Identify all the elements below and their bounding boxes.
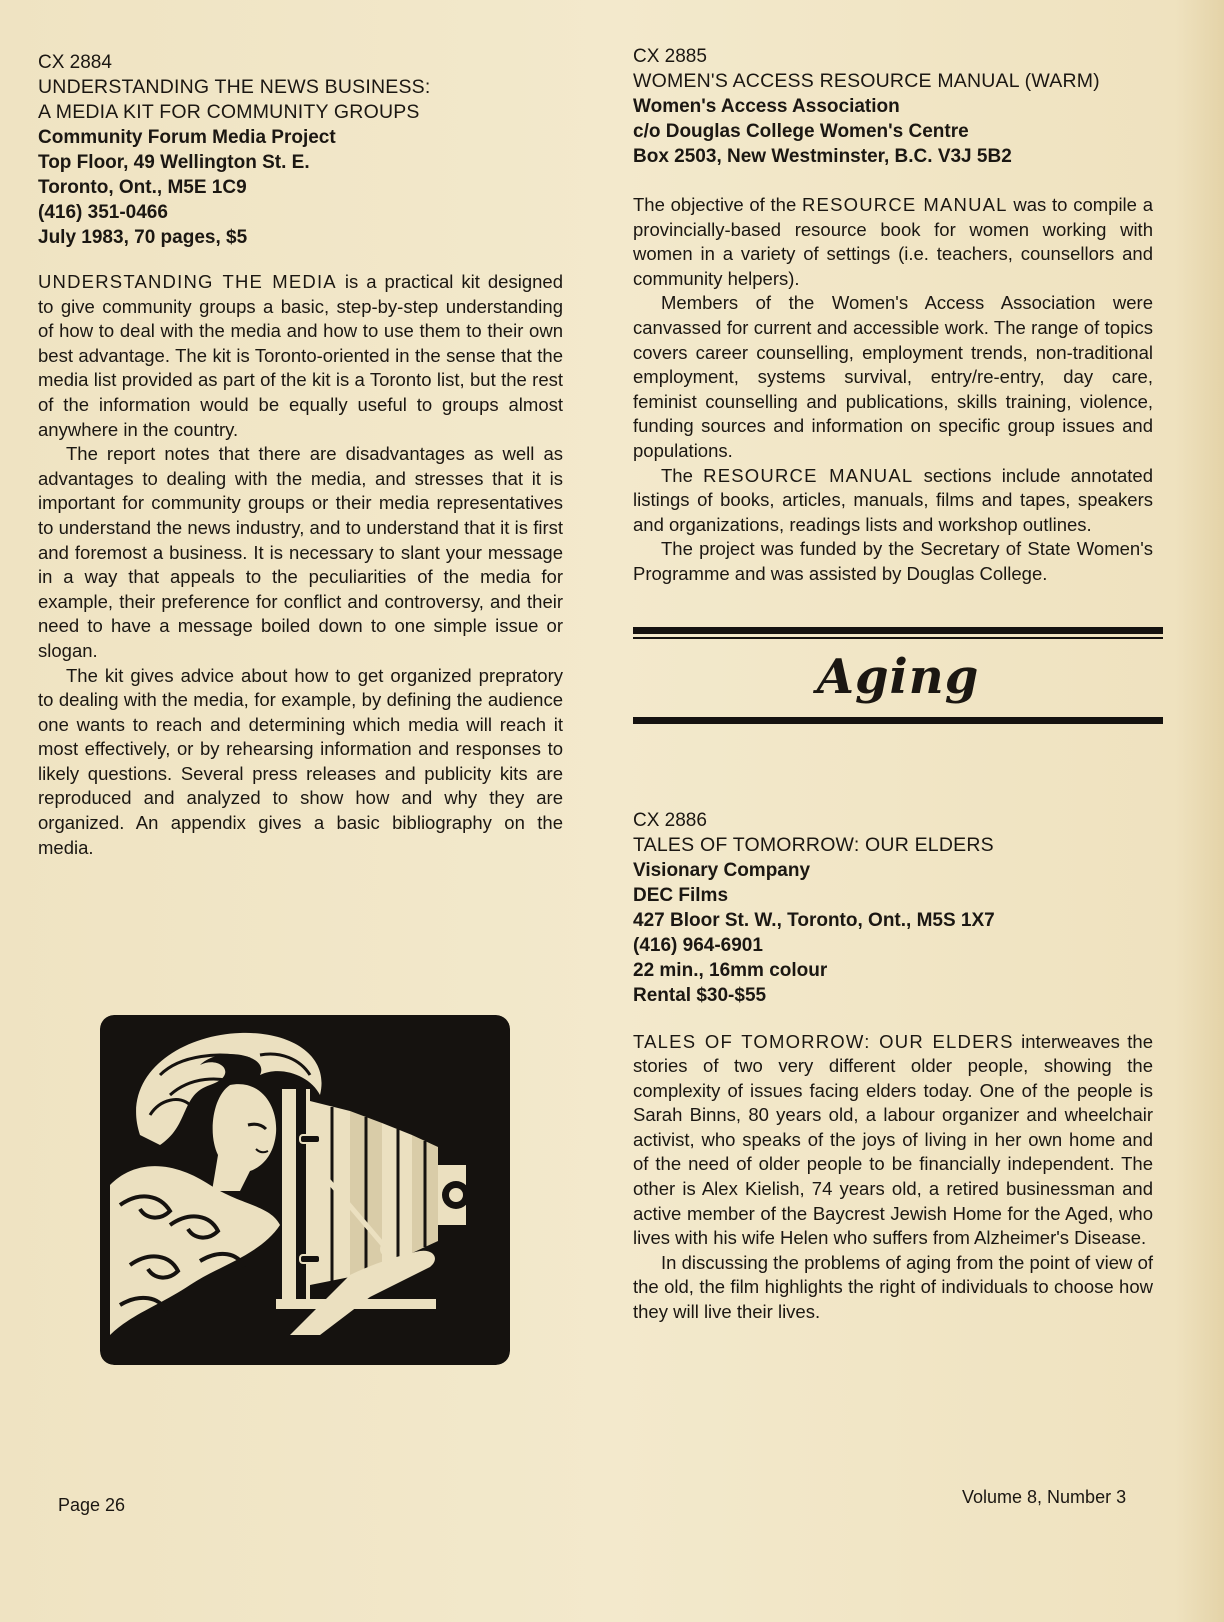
paragraph-text: The objective of the bbox=[633, 194, 802, 215]
divider-rule bbox=[633, 717, 1163, 724]
divider-rule bbox=[633, 627, 1163, 634]
right-column bbox=[633, 44, 1153, 1325]
section-header-aging bbox=[633, 627, 1163, 724]
paragraph-text: was to compile a provincially-based resource book for women working with women in a variety of settings (i.e. teachers, counsellors and community helpers). bbox=[633, 194, 1153, 289]
paragraph bbox=[633, 464, 1153, 538]
publisher-line: Women's Access Association bbox=[633, 96, 900, 117]
paragraph-text: The bbox=[661, 464, 704, 486]
camera-illustration bbox=[100, 1015, 510, 1365]
entry-code: CX 2885 bbox=[633, 46, 707, 67]
entry-body-cx2884 bbox=[38, 270, 563, 860]
divider-rule-thin bbox=[633, 637, 1163, 639]
woman-with-camera-image bbox=[100, 1015, 510, 1365]
address-line: Box 2503, New Westminster, B.C. V3J 5B2 bbox=[633, 146, 1012, 167]
paragraph: The report notes that there are disadvantages as well as advantages to dealing with the media, and stresses that it is important for community groups or their media representatives to understand the news industry, and to understand that it is first and foremost a business. It is necessary to slant your message in a way that appeals to the peculiarities of the media for example, their preference for conflict and controversy, and their need to have a message boiled down to one simple issue or slogan. bbox=[38, 443, 563, 661]
entry-title-line-1: UNDERSTANDING THE NEWS BUSINESS: bbox=[38, 76, 431, 98]
producer-line: Visionary Company bbox=[633, 859, 811, 881]
entry-title-line-2: A MEDIA KIT FOR COMMUNITY GROUPS bbox=[38, 101, 420, 123]
paragraph: The project was funded by the Secretary of State Women's Programme and was assisted by Douglas College. bbox=[633, 538, 1153, 584]
care-of-line: c/o Douglas College Women's Centre bbox=[633, 121, 969, 142]
entry-body-cx2885 bbox=[633, 193, 1153, 587]
entry-header-cx2886 bbox=[633, 808, 1153, 1008]
entry-title: TALES OF TOMORROW: OUR ELDERS bbox=[633, 833, 994, 856]
phone-line: (416) 351-0466 bbox=[38, 202, 168, 223]
lead-caps: TALES OF TOMORROW: OUR ELDERS bbox=[633, 1030, 1014, 1052]
entry-header-cx2884 bbox=[38, 50, 563, 250]
publisher-line: Community Forum Media Project bbox=[38, 127, 336, 148]
lead-caps: UNDERSTANDING THE MEDIA bbox=[38, 271, 337, 292]
phone-line: (416) 964-6901 bbox=[633, 934, 763, 956]
entry-title: WOMEN'S ACCESS RESOURCE MANUAL (WARM) bbox=[633, 70, 1100, 92]
page-number: Page 26 bbox=[58, 1495, 126, 1515]
paragraph-text: sections include annotated listings of books, articles, manuals, films and tapes, speakers and organizations, readings lists and workshop outlines. bbox=[633, 464, 1153, 535]
distributor-line: DEC Films bbox=[633, 884, 729, 906]
city-line: Toronto, Ont., M5E 1C9 bbox=[38, 177, 247, 198]
section-heading: Aging bbox=[816, 648, 980, 705]
entry-code: CX 2884 bbox=[38, 52, 112, 73]
entry-code: CX 2886 bbox=[633, 809, 707, 831]
paragraph bbox=[633, 193, 1153, 291]
date-pages-price-line: July 1983, 70 pages, $5 bbox=[38, 227, 248, 248]
paragraph: In discussing the problems of aging from the point of view of the old, the film highlights the right of individuals to choose how they will live their lives. bbox=[633, 1251, 1153, 1323]
format-line: 22 min., 16mm colour bbox=[633, 959, 828, 981]
caps-term: RESOURCE MANUAL bbox=[703, 464, 914, 486]
paragraph-text: interweaves the stories of two very different older people, showing the complexity of issues facing elders today. One of the people is Sarah Binns, 80 years old, a labour organizer and wheelchair activist, who speaks of the joys of living in her own home and of the need of older people to be financially independent. The other is Alex Kielish, 74 years old, a retired businessman and active member of the Baycrest Jewish Home for the Aged, who lives with his wife Helen who suffers from Alzheimer's Disease. bbox=[633, 1030, 1153, 1249]
paragraph bbox=[38, 270, 563, 442]
entry-body-cx2886 bbox=[633, 1030, 1153, 1325]
paragraph: The kit gives advice about how to get organized prepratory to dealing with the media, for example, by defining the audience one wants to reach and determining which media will reach it most effectively, or by rehearsing information and responses to likely questions. Several press releases and publicity kits are reproduced and analyzed to show how and why they are organized. An appendix gives a basic bibliography on the media. bbox=[38, 664, 563, 858]
entry-header-cx2885 bbox=[633, 44, 1153, 169]
address-line: Top Floor, 49 Wellington St. E. bbox=[38, 152, 310, 173]
paragraph bbox=[633, 1030, 1153, 1251]
paragraph-text: is a practical kit designed to give community groups a basic, step-by-step understanding of how to deal with the media and how to use them to their own best advantage. The kit is Toronto-oriented in the sense that the media list provided as part of the kit is a Toronto list, but the rest of the information would be equally useful to groups almost anywhere in the country. bbox=[38, 271, 563, 440]
rental-line: Rental $30-$55 bbox=[633, 984, 767, 1006]
paragraph: Members of the Women's Access Association were canvassed for current and accessible work. The range of topics covers career counselling, employment trends, non-traditional employment, systems survival, entry/re-entry, day care, feminist counselling and publications, skills training, violence, funding sources and information on specific group issues and populations. bbox=[633, 292, 1153, 461]
volume-issue: Volume 8, Number 3 bbox=[962, 1487, 1127, 1507]
left-column bbox=[38, 50, 563, 860]
caps-term: RESOURCE MANUAL bbox=[801, 194, 1008, 215]
address-line: 427 Bloor St. W., Toronto, Ont., M5S 1X7 bbox=[633, 909, 995, 931]
